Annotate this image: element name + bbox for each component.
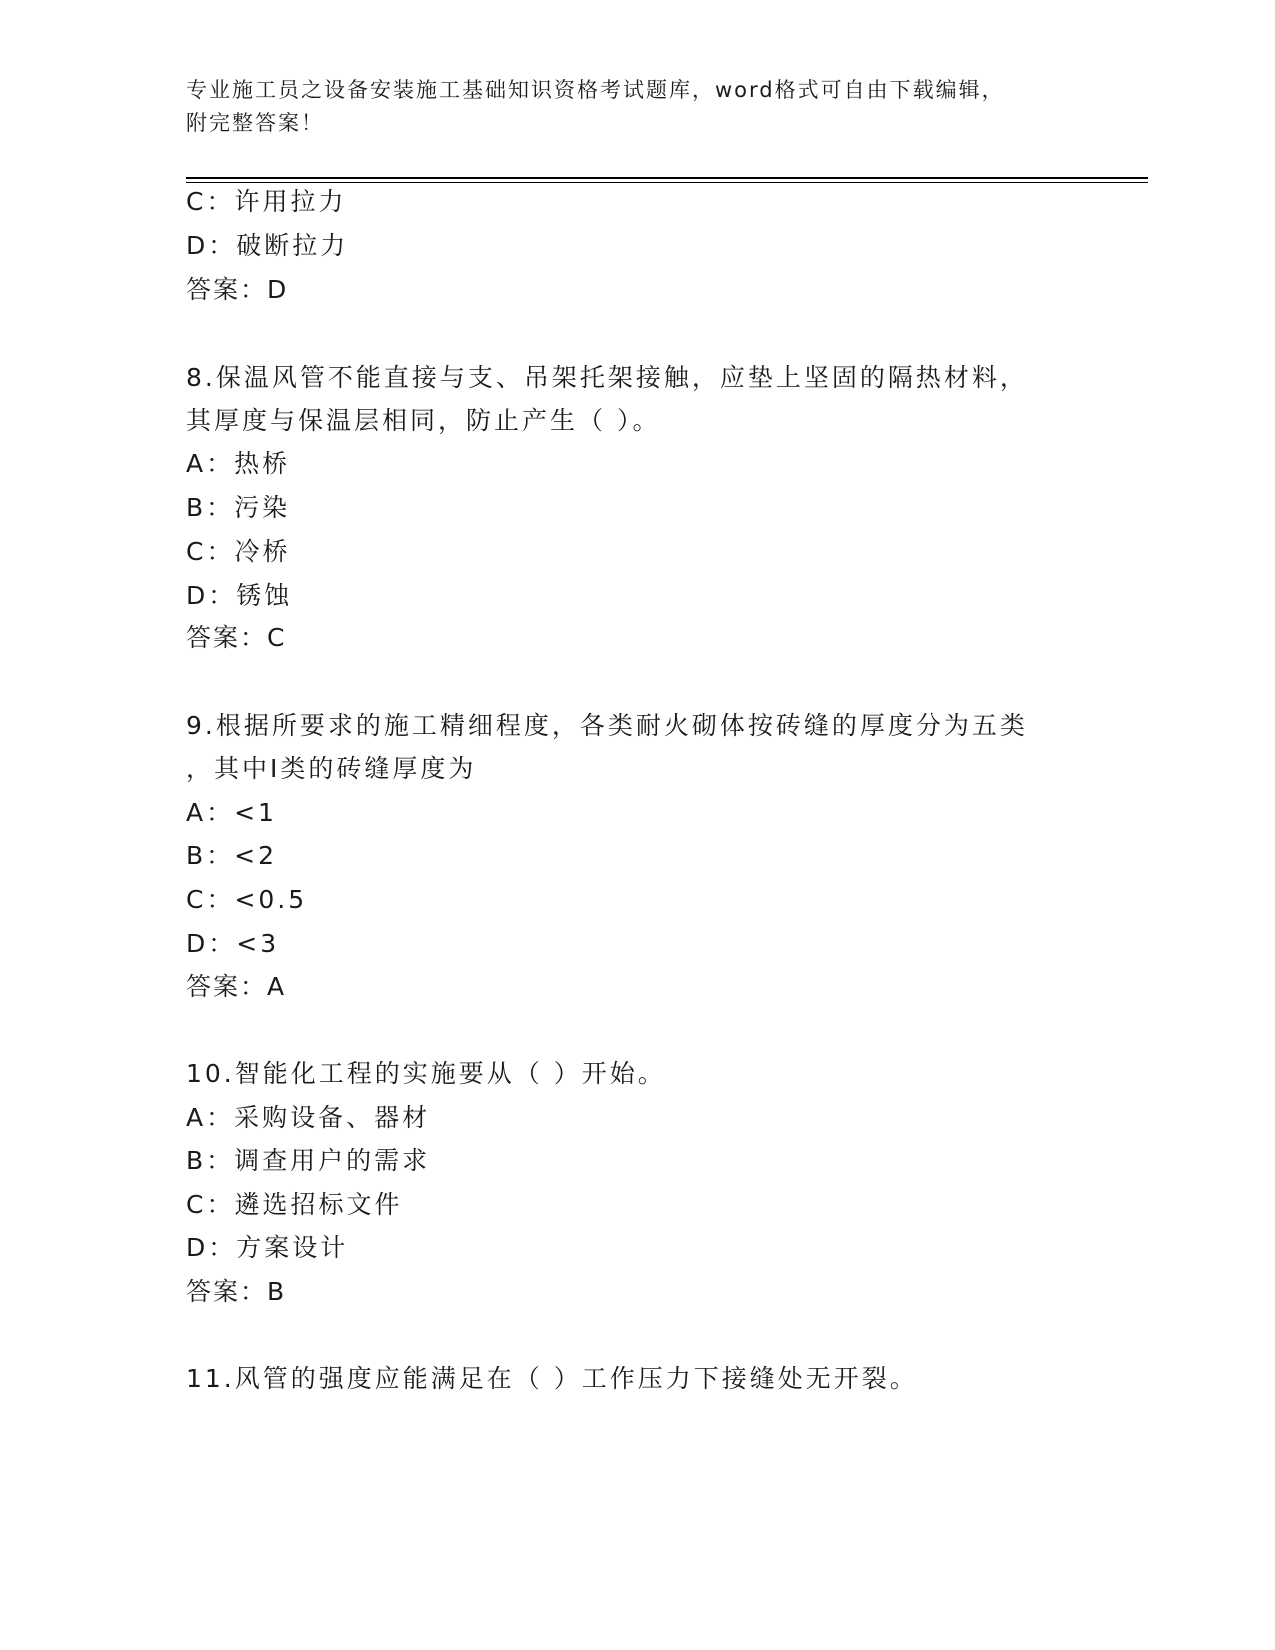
- document-header: [186, 74, 1086, 140]
- header-divider-thin: [186, 182, 1148, 183]
- header-line-1: 专业施工员之设备安装施工基础知识资格考试题库，word格式可自由下载编辑，: [186, 78, 1005, 102]
- q8-option-d: D：锈蚀: [186, 581, 293, 610]
- q10-option-c: C：遴选招标文件: [186, 1190, 403, 1219]
- q8-option-a: A：热桥: [186, 449, 291, 478]
- q11-stem-line-1: 11.风管的强度应能满足在（ ）工作压力下接缝处无开裂。: [186, 1364, 918, 1393]
- q9-option-a: A：<1: [186, 798, 277, 827]
- q8-answer: 答案：C: [186, 623, 287, 652]
- header-line-2: 附完整答案！: [186, 111, 324, 135]
- q9-stem-line-1: 9.根据所要求的施工精细程度，各类耐火砌体按砖缝的厚度分为五类: [186, 711, 1028, 740]
- q8-stem-line-1: 8.保温风管不能直接与支、吊架托架接触，应垫上坚固的隔热材料，: [186, 363, 1028, 392]
- q10-answer: 答案：B: [186, 1277, 287, 1306]
- q10-option-b: B：调查用户的需求: [186, 1146, 431, 1175]
- q10-option-a: A：采购设备、器材: [186, 1103, 431, 1132]
- q7-answer: 答案：D: [186, 275, 289, 304]
- q9-option-d: D：<3: [186, 929, 280, 958]
- q7-option-d: D：破断拉力: [186, 231, 349, 260]
- q9-option-b: B：<2: [186, 841, 278, 870]
- q7-option-c: C：许用拉力: [186, 187, 347, 216]
- q10-stem-line-1: 10.智能化工程的实施要从（ ）开始。: [186, 1059, 666, 1088]
- q9-stem-line-2: ，其中Ⅰ类的砖缝厚度为: [186, 754, 477, 783]
- header-divider-thick: [186, 177, 1148, 179]
- q9-answer: 答案：A: [186, 972, 287, 1001]
- q8-option-b: B：污染: [186, 493, 291, 522]
- q8-option-c: C：冷桥: [186, 537, 291, 566]
- q9-option-c: C：<0.5: [186, 885, 308, 914]
- q10-option-d: D：方案设计: [186, 1233, 349, 1262]
- q8-stem-line-2: 其厚度与保温层相同，防止产生（ ）。: [186, 406, 661, 435]
